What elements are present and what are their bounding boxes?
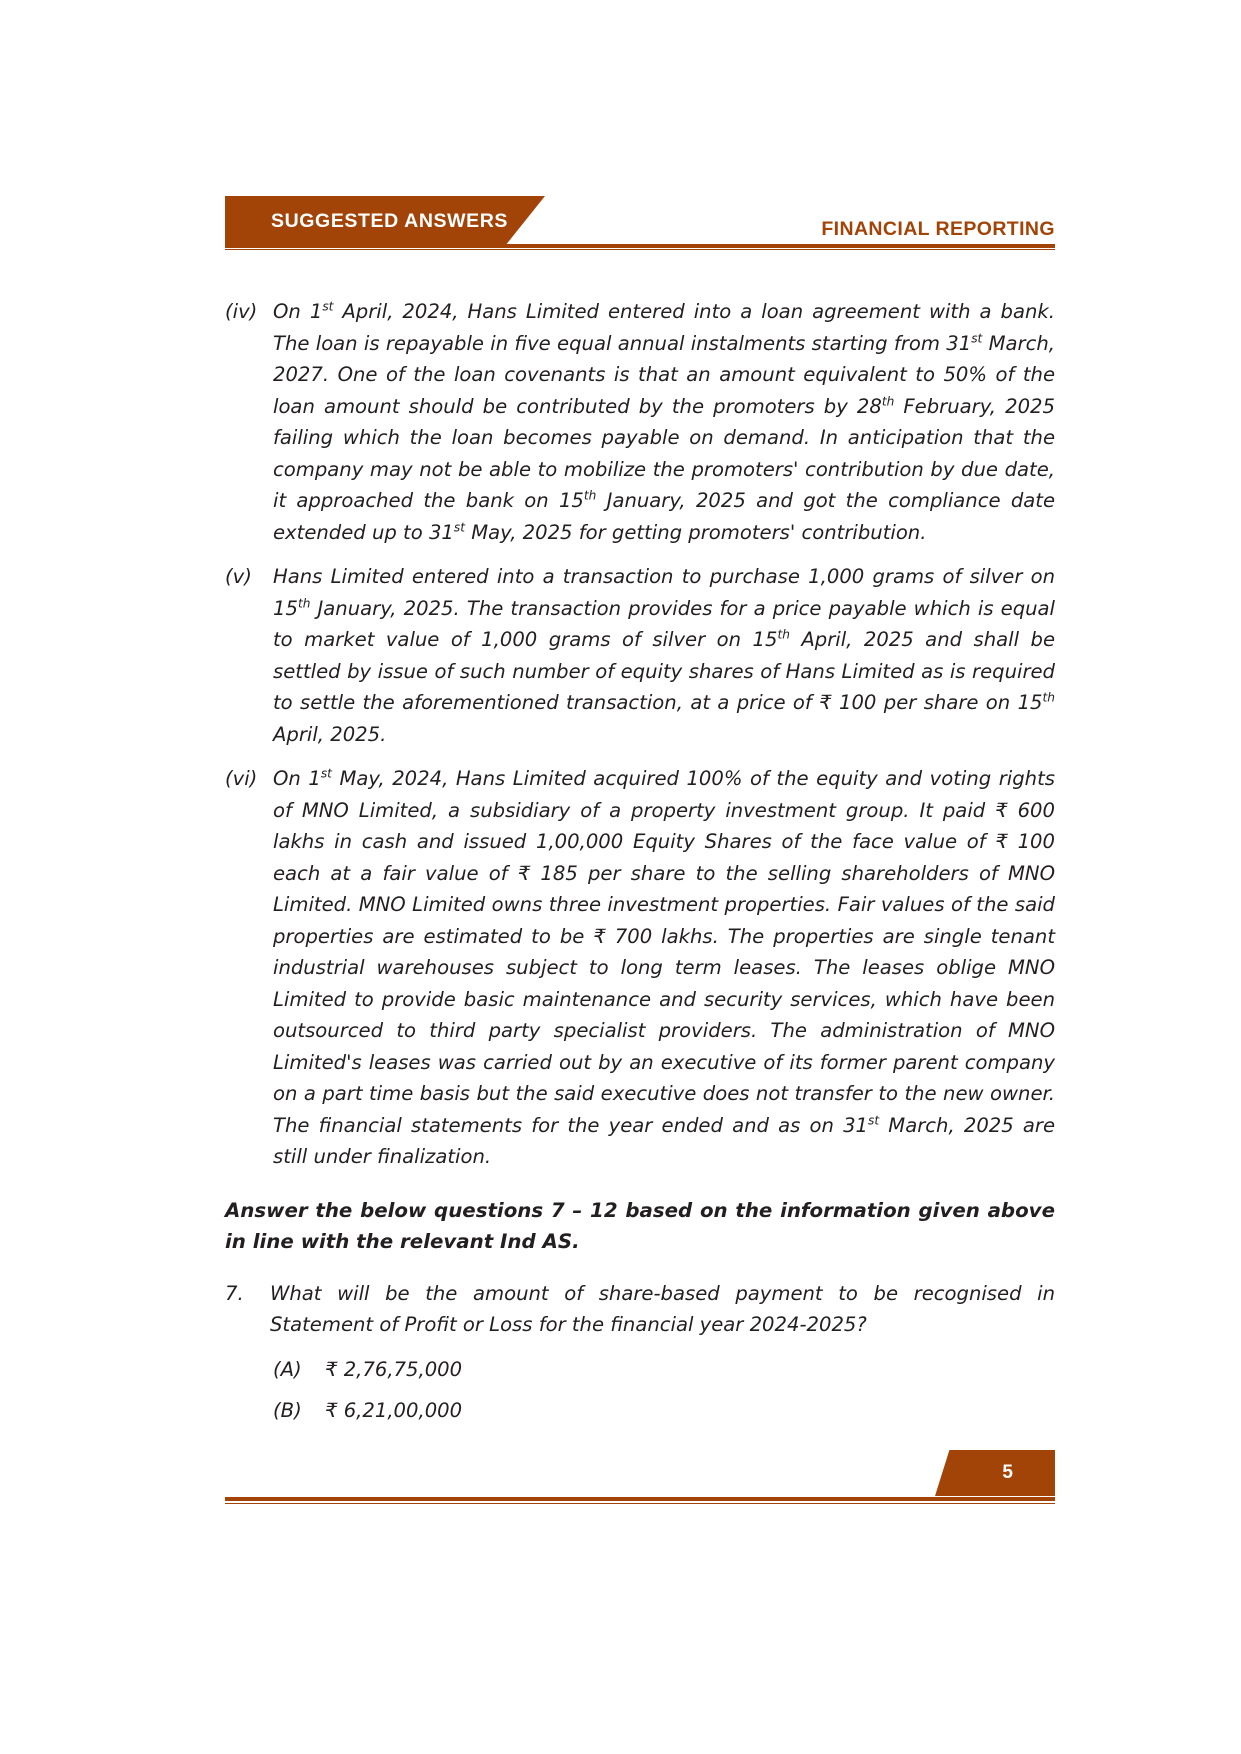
footer-rule (225, 1497, 1055, 1501)
item-text-iv: On 1st April, 2024, Hans Limited entered into a loan agreement with a bank. The loan is repayable in five equal annual instalments starting from 31st March, 2027. One of the loan covenants is that an amount equivalent to 50% of the loan amount should be contributed by the promoters by 28th February, 2025 failing which the loan becomes payable on demand. In anticipation that the company may not be able to mobilize the promoters' contribution by due date, it approached the bank on 15th January, 2025 and got the compliance date extended up to 31st May, 2025 for getting promoters' contribution. (273, 299, 1055, 544)
header-tab-label: SUGGESTED ANSWERS (271, 210, 509, 232)
item-marker-vi: (vi) (225, 767, 258, 790)
list-item (225, 296, 1055, 548)
option-a-label: (A) (273, 1357, 302, 1381)
page-content (225, 296, 1055, 1437)
instruction-text: Answer the below questions 7 – 12 based on the information given above in line with the relevant Ind AS. (225, 1198, 1055, 1253)
header-rule (225, 244, 1055, 248)
question-text: What will be the amount of share-based payment to be recognised in Statement of Profit or Loss for the financial year 2024-2025? (270, 1281, 1055, 1336)
list-item (225, 561, 1055, 750)
page-header (225, 196, 1055, 248)
footer-rule-thin (225, 1503, 1055, 1504)
question-number: 7. (225, 1281, 244, 1305)
list-item (225, 763, 1055, 1173)
item-text-vi: On 1st May, 2024, Hans Limited acquired 100% of the equity and voting rights of MNO Limited, a subsidiary of a property investment group. It paid ₹ 600 lakhs in cash and issued 1,00,000 Equity Shares of the face value of ₹ 100 each at a fair value of ₹ 185 per share to the selling shareholders of MNO Limited. MNO Limited owns three investment properties. Fair values of the said properties are estimated to be ₹ 700 lakhs. The properties are single tenant industrial warehouses subject to long term leases. The leases oblige MNO Limited to provide basic maintenance and security services, which have been outsourced to third party specialist providers. The administration of MNO Limited's leases was carried out by an executive of its former parent company on a part time basis but the said executive does not transfer to the new owner. The financial statements for the year ended and as on 31st March, 2025 are still under finalization. (273, 766, 1056, 1168)
item-marker-iv: (iv) (225, 300, 258, 323)
option-a-value: ₹ 2,76,75,000 (325, 1357, 463, 1381)
option-b-label: (B) (273, 1399, 302, 1422)
page-number: 5 (1002, 1462, 1013, 1483)
option-b-value: ₹ 6,21,00,000 (325, 1399, 463, 1422)
page-footer (225, 1450, 1055, 1520)
header-subject-label: FINANCIAL REPORTING (821, 218, 1055, 240)
header-rule-thin (225, 249, 1055, 250)
item-text-v: Hans Limited entered into a transaction to purchase 1,000 grams of silver on 15th January, 2025. The transaction provides for a price payable which is equal to market value of 1,000 grams of silver on 15th April, 2025 and shall be settled by issue of such number of equity shares of Hans Limited as is required to settle the aforementioned transaction, at a price of ₹ 100 per share on 15th April, 2025. (273, 565, 1055, 746)
footer-badge-shape (935, 1450, 1055, 1496)
question-block (225, 1278, 1055, 1341)
option-b[interactable] (273, 1395, 1055, 1427)
option-a[interactable] (273, 1354, 1055, 1386)
item-marker-v: (v) (225, 565, 252, 588)
